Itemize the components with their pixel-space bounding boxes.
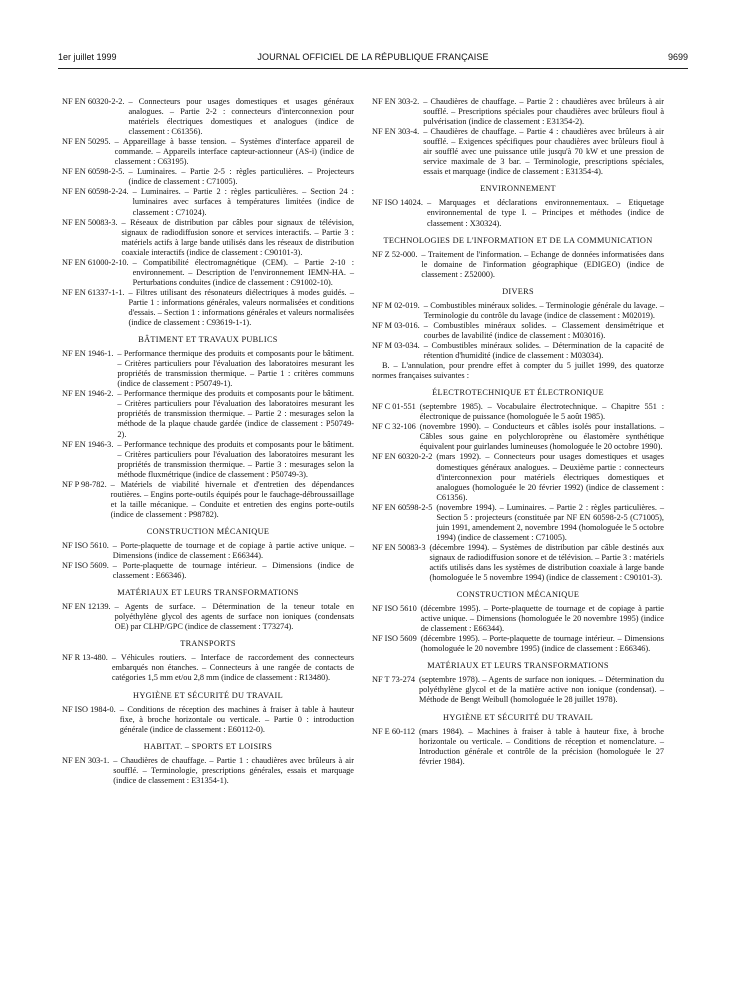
section-heading: CONSTRUCTION MÉCANIQUE [456,590,580,600]
standard-description: – Chaudières de chauffage. – Partie 4 : chaudières avec brûleurs à air soufflé. – Exigences spécifiques pour chaudières avec brûleurs fioul à air soufflé avec une puissance utile jusqu'à 70 kW et une pression de service maximale de 3 bar. – Terminologie, prescriptions spéciales, essais et marquage (indice de classement : E31354-4). [423,127,664,177]
standard-description: – Véhicules routiers. – Interface de raccordement des connecteurs embarqués non étanches. – Connecteurs à une rangée de contacts de catégories 1,5 mm et/ou 2,8 mm (indice de classement : R13480). [111,653,354,683]
standard-entry [372,503,664,543]
standard-entry [62,167,354,187]
section-heading: HYGIÈNE ET SÉCURITÉ DU TRAVAIL [133,690,283,700]
standard-entry [372,634,664,654]
standard-entry [372,402,664,422]
section-heading: HABITAT. – SPORTS ET LOISIRS [143,741,273,751]
standard-description: – Combustibles minéraux solides. – Détermination de la capacité de rétention d'humidité (indice de classement : M03034). [423,340,664,361]
standard-description: – Chaudières de chauffage. – Partie 2 : chaudières avec brûleurs à air soufflé. – Prescriptions spéciales pour chaudières avec brûleurs fioul à pulvérisation (indice de classement : E31354-2). [423,97,664,127]
section-heading: ÉLECTROTECHNIQUE ET ÉLECTRONIQUE [432,388,604,398]
standard-entry [62,756,354,786]
standard-code: NF EN 50083-3 [372,542,426,552]
standard-description: – Performance thermique des produits et composants pour le bâtiment. – Critères particuliers pour l'évaluation des laboratoires mesurant les propriétés de transmission thermique. – Partie 1 : critères communs (indice de classement : P50749-1). [117,349,354,389]
standard-description: – Matériels de viabilité hivernale et d'entretien des dépendances routières. – Engins porte-outils équipés pour le fauchage-débroussaillage et la taille mécanique. – Conduite et entretien des engins porte-outils (indice de classement : P98782). [110,479,354,519]
standard-entry [62,653,354,683]
paragraph: B. – L'annulation, pour prendre effet à compter du 5 juillet 1999, des quatorze normes françaises suivantes : [372,361,664,381]
standard-code: NF EN 61337-1-1. [62,287,125,297]
standard-description: – Connecteurs pour usages domestiques et usages généraux analogues. – Partie 2-2 : connecteurs d'interconnexion pour matériels électriques domestiques et analogues (indice de classement : C61356). [128,97,354,137]
standard-entry [372,127,664,177]
standard-entry [372,301,664,321]
standard-code: NF EN 61000-2-10. [62,257,129,267]
section-heading: TRANSPORTS [180,639,236,649]
standard-description: (mars 1984). – Machines à fraiser à table à hauteur fixe, à broche horizontale ou verticale. – Conditions de réception et nomenclature. – Introduction générale et contrôle de la précision (homologuée le 27 février 1984). [419,726,664,766]
standard-description: – Porte-plaquette de tournage intérieur. – Dimensions (indice de classement : E66346). [112,561,354,581]
standard-code: NF C 01-551 [372,402,416,412]
standard-entry [372,198,664,228]
standard-code: NF EN 1946-3. [62,439,114,449]
standard-entry [62,187,354,217]
header-rule [58,68,688,69]
standard-code: NF EN 303-1. [62,755,110,765]
standard-code: NF M 03-016. [372,320,420,330]
journal-title: JOURNAL OFFICIEL DE LA RÉPUBLIQUE FRANÇAISE [257,52,489,62]
standard-code: NF EN 60598-2-5 [372,502,433,512]
standard-code: NF C 32-106 [372,422,416,432]
standard-description: – Filtres utilisant des résonateurs diélectriques à modes guidés. – Partie 1 : informations générales, valeurs normalisées et conditions d'essais. – Section 1 : informations générales et valeurs normalisées (indice de classement : C93619-1-1). [128,287,354,328]
standard-code: NF EN 60598-2-5. [62,167,125,177]
standard-description: – Performance thermique des produits et composants pour le bâtiment. – Critères particuliers pour l'évaluation des laboratoires mesurant les propriétés de transmission thermique. – Partie 2 : mesurages selon la méthode de la plaque chaude gardée (indice de classement : P50749-2). [117,389,354,439]
right-column [372,97,664,767]
standard-entry [62,480,354,520]
header-date: 1er juillet 1999 [58,52,117,62]
section-heading: CONSTRUCTION MÉCANIQUE [146,526,270,536]
standard-entry [62,389,354,439]
standard-code: NF EN 1946-2. [62,389,114,399]
standard-description: (décembre 1995). – Porte-plaquette de tournage intérieur. – Dimensions (homologuée le 20 novembre 1995) (indice de classement : E66346). [420,634,664,654]
standard-entry [372,727,664,767]
standard-entry [372,543,664,583]
standard-code: NF M 02-019. [372,300,420,310]
section-heading: ENVIRONNEMENT [480,184,556,194]
standard-code: NF EN 60320-2-2 [372,452,433,462]
standard-code: NF T 73-274 [372,675,416,685]
standard-description: – Agents de surface. – Détermination de la teneur totale en polyéthylène glycol des agents de surface non ioniques (condensats OE) par CLHP/GPC (indice de classement : T73274). [114,602,354,632]
section-heading: BÂTIMENT ET TRAVAUX PUBLICS [138,335,278,345]
standard-entry [372,250,664,280]
standard-code: NF ISO 5609 [372,634,417,644]
standard-entry [372,675,664,705]
standard-entry [62,561,354,581]
standard-description: (novembre 1990). – Conducteurs et câbles isolés pour installations. – Câbles sous gaine en polychloroprène ou élastomère synthétique équivalent pour guirlandes lumineuses (homologuée le 20 octobre 1990). [419,422,664,452]
standard-description: – Marquages et déclarations environnementaux. – Etiquetage environnemental de type I. – Principes et méthodes (indice de classement : X30324). [426,198,664,228]
page-header [58,52,688,66]
standard-entry [62,349,354,389]
standard-entry [372,97,664,127]
standard-description: – Chaudières de chauffage. – Partie 1 : chaudières avec brûleurs à air soufflé. – Terminologie, prescriptions générales, essais et marquage (indice de classement : E31354-1). [113,755,354,785]
standard-entry [372,341,664,361]
standard-entry [372,422,664,452]
standard-description: – Conditions de réception des machines à fraiser à table à hauteur fixe, à broche horizontale ou verticale. – Partie 0 : introduction générale (indice de classement : E60112-0). [119,704,354,734]
standard-code: NF EN 303-4. [372,127,420,137]
standard-code: NF E 60-112 [372,726,416,736]
standard-code: NF ISO 1984-0. [62,704,116,714]
standard-description: – Luminaires. – Partie 2 : règles particulières. – Section 24 : luminaires avec surfaces à températures limitées (indice de classement : C71024). [132,187,354,217]
standard-description: (décembre 1994). – Systèmes de distribution par câble destinés aux signaux de radiodiffusion sonore et de télévision. – Partie 3 : matériels actifs utilisés dans les systèmes de distribution coaxiale à large bande (homologuée le 5 novembre 1994) (indice de classement : C90101-3). [429,542,664,583]
left-column [62,97,354,786]
standard-code: NF R 13-480. [62,653,108,663]
standard-entry [62,440,354,480]
standard-entry [62,288,354,328]
standard-code: NF ISO 14024. [372,198,423,208]
standard-code: NF EN 50083-3. [62,217,118,227]
standard-entry [62,97,354,137]
section-heading: TECHNOLOGIES DE L'INFORMATION ET DE LA COMMUNICATION [383,235,653,245]
standard-code: NF EN 50295. [62,137,111,147]
standard-description: – Réseaux de distribution par câbles pour signaux de télévision, signaux de radiodiffusion sonore et services interactifs. – Partie 3 : matériels actifs à large bande utilisés dans les réseaux de distribution coaxiale interactifs (indice de classement : C90101-3). [121,217,354,257]
standard-code: NF ISO 5610. [62,540,109,550]
section-heading: MATÉRIAUX ET LEURS TRANSFORMATIONS [117,588,299,598]
standard-entry [62,705,354,735]
section-heading: DIVERS [502,286,534,296]
standard-code: NF M 03-034. [372,340,420,350]
standard-description: (mars 1992). – Connecteurs pour usages domestiques et usages domestiques généraux analogues. – Deuxième partie : connecteurs d'interconnexion pour matériels électriques domestiques et analogues (homologuée le 20 février 1992) (indice de classement : C61356). [436,452,664,502]
standard-entry [62,541,354,561]
standard-description: – Porte-plaquette de tournage et de copiage à partie active unique. – Dimensions (indice de classement : E66344). [112,540,354,561]
standard-entry [62,258,354,288]
page-number: 9699 [667,52,688,62]
standard-code: NF ISO 5610 [372,604,417,614]
standard-code: NF EN 60598-2-24. [62,187,129,197]
standard-description: – Traitement de l'information. – Echange de données informatisées dans le domaine de l'information géographique (EDIGEO) (indice de classement : Z52000). [421,249,664,279]
standard-entry [62,218,354,258]
standard-description: – Appareillage à basse tension. – Systèmes d'interface appareil de commande. – Appareils interface capteur-actionneur (AS-i) (indice de classement : C63195). [114,137,354,167]
section-heading: HYGIÈNE ET SÉCURITÉ DU TRAVAIL [443,712,593,722]
standard-code: NF EN 1946-1. [62,349,114,359]
standard-code: NF EN 303-2. [372,97,420,106]
standard-description: – Compatibilité électromagnétique (CEM). – Partie 2-10 : environnement. – Description de l'environnement IEMN-HA. – Perturbations conduites (indice de classement : C91002-10). [132,257,354,287]
standard-code: NF EN 60320-2-2. [62,97,125,106]
standard-entry [62,602,354,632]
standard-code: NF EN 12139. [62,602,111,612]
standard-description: – Luminaires. – Partie 2-5 : règles particulières. – Projecteurs (indice de classement : C71005). [128,167,354,187]
standard-entry [372,321,664,341]
section-heading: MATÉRIAUX ET LEURS TRANSFORMATIONS [427,661,609,671]
standard-description: – Combustibles minéraux solides. – Terminologie générale du lavage. – Terminologie du contrôle du lavage (indice de classement : M02019). [423,300,664,320]
standard-description: – Performance technique des produits et composants pour le bâtiment. – Critères particuliers pour l'évaluation des laboratoires mesurant les propriétés de transmission thermique. – Partie 3 : mesurages selon la méthode fluxmétrique (indice de classement : P50749-3). [117,439,354,479]
standard-entry [372,604,664,634]
standard-description: (septembre 1978). – Agents de surface non ioniques. – Détermination du polyéthylène glycol et de la matière active non ionique (condensat). – Méthode de Bengt Weibull (homologuée le 28 juillet 1978). [419,675,664,705]
standard-code: NF Z 52-000. [372,249,418,259]
standard-description: (septembre 1985). – Vocabulaire électrotechnique. – Chapitre 551 : électronique de puissance (homologuée le 5 août 1985). [419,402,664,422]
standard-description: – Combustibles minéraux solides. – Classement densimétrique et courbes de lavabilité (indice de classement : M03016). [423,320,664,340]
standard-description: (novembre 1994). – Luminaires. – Partie 2 : règles particulières. – Section 5 : projecteurs (constituée par NF EN 60598-2-5 (C71005), juin 1991, amendement 2, novembre 1994 (homologuée le 5 octobre 1994) (indice de classement : C71005). [436,502,664,542]
standard-entry [62,137,354,167]
standard-entry [372,452,664,502]
standard-code: NF P 98-782. [62,479,107,489]
standard-description: (décembre 1995). – Porte-plaquette de tournage et de copiage à partie active unique. – Dimensions (homologuée le 20 novembre 1995) (indice de classement : E66344). [420,604,664,634]
standard-code: NF ISO 5609. [62,561,109,571]
